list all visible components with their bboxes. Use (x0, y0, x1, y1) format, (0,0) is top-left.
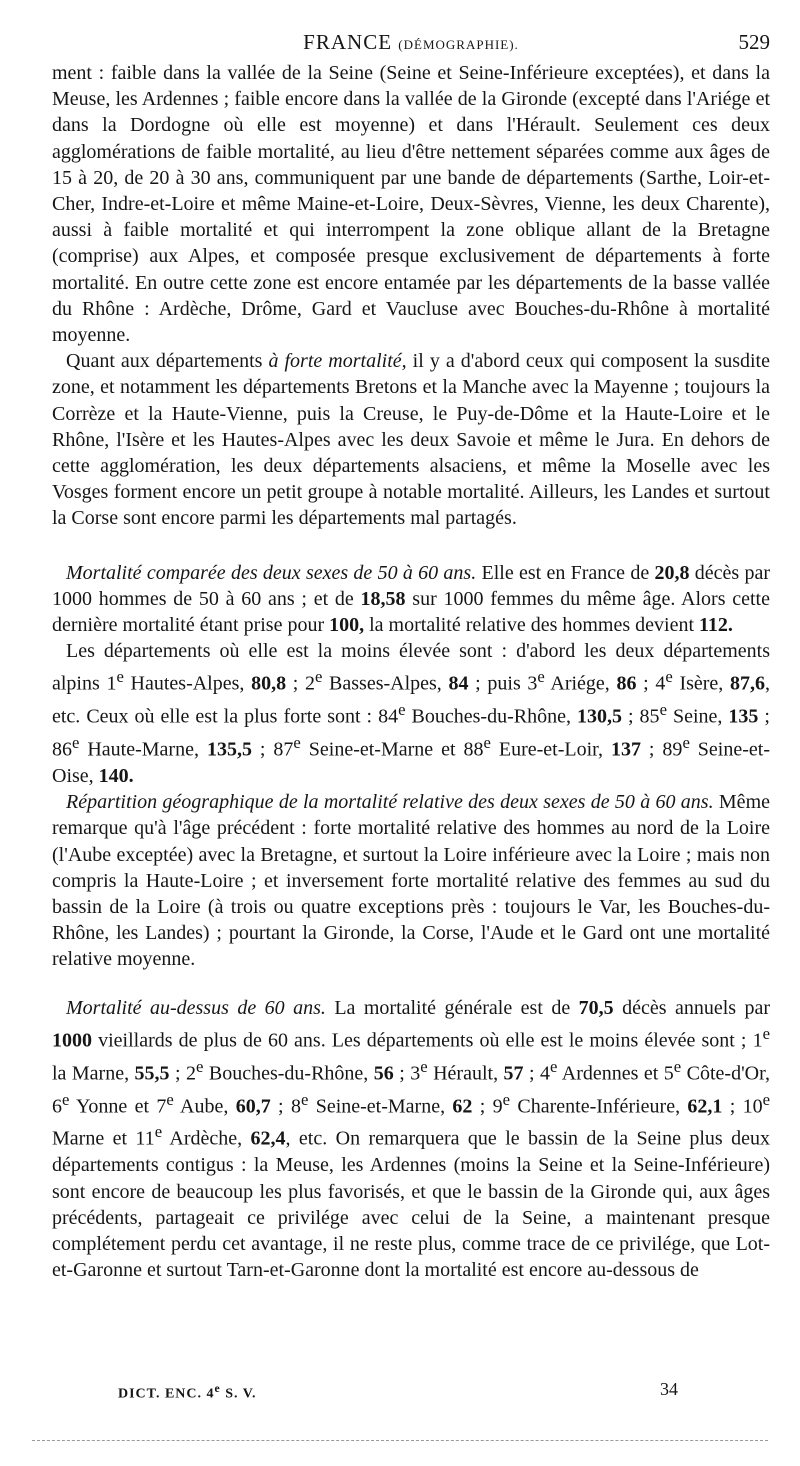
page-footer (118, 1376, 678, 1402)
section-heading-50-60: Mortalité comparée des deux sexes de 50 à 60 ans. (66, 561, 477, 584)
paragraph-5: Répartition géographique de la mortalité relative des deux sexes de 50 à 60 ans. Même remarque qu'à l'âge précédent : forte mortalité relative des hommes au nord de la Loire (l'Aube exceptée) avec la Bretagne, et surtout la Loire inférieure avec la Loire ; mais non compris la Haute-Loire ; et inversement forte mortalité relative des femmes au sud du bassin de la Loire (à trois ou quatre exceptions près : toujours le Var, les Bouches-du-Rhône, les Landes) ; pourtant la Gironde, la Corse, l'Aude et le Gard ont une mortalité relative moyenne. (52, 791, 770, 971)
section-heading-repartition: Répartition géographique de la mortalité relative des deux sexes de 50 à 60 ans. (66, 791, 714, 814)
footer-sheet-number: 34 (660, 1379, 678, 1399)
header-subtitle: (DÉMOGRAPHIE). (398, 37, 519, 52)
running-title (52, 28, 770, 59)
section-heading-over-60: Mortalité au-dessus de 60 ans. (66, 996, 326, 1019)
paragraph-3: Mortalité comparée des deux sexes de 50 à 60 ans. Elle est en France de 20,8 décès par 1000 hommes de 50 à 60 ans ; et de 18,58 sur 1000 femmes du même âge. Alors cette dernière mortalité étant prise pour 100, la mortalité relative des hommes devient 112. (52, 561, 770, 637)
bottom-dashed-rule (32, 1440, 768, 1441)
body-text (52, 60, 770, 1283)
running-header (52, 28, 770, 56)
paragraph-4: Les départements où elle est la moins élevée sont : d'abord les deux départements alpins 1e Hautes-Alpes, 80,8 ; 2e Basses-Alpes, 84 ; puis 3e Ariége, 86 ; 4e Isère, 87,6, etc. Ceux où elle est la plus forte sont : 84e Bouches-du-Rhône, 130,5 ; 85e Seine, 135 ; 86e Haute-Marne, 135,5 ; 87e Seine-et-Marne et 88e Eure-et-Loir, 137 ; 89e Seine-et-Oise, 140. (52, 640, 770, 788)
footer-signature: DICT. ENC. 4e S. V. (118, 1382, 257, 1402)
paragraph-6: Mortalité au-dessus de 60 ans. La mortalité générale est de 70,5 décès annuels par 1000 vieillards de plus de 60 ans. Les départements où elle est le moins élevée sont ; 1e la Marne, 55,5 ; 2e Bouches-du-Rhône, 56 ; 3e Hérault, 57 ; 4e Ardennes et 5e Côte-d'Or, 6e Yonne et 7e Aube, 60,7 ; 8e Seine-et-Marne, 62 ; 9e Charente-Inférieure, 62,1 ; 10e Marne et 11e Ardèche, 62,4, etc. On remarquera que le bassin de la Seine plus deux départements contigus : la Meuse, les Ardennes (moins la Seine et la Seine-Inférieure) sont encore de beaucoup les plus favorisés, et que le bassin de la Gironde qui, aux âges précédents, partageait ce privilége avec celui de la Seine, a maintenant presque complétement perdu cet avantage, il ne reste plus, comme trace de ce privilége, que Lot-et-Garonne et surtout Tarn-et-Garonne dont la mortalité est encore au-dessous de (52, 996, 771, 1282)
header-title: FRANCE (303, 30, 393, 54)
paragraph-2: Quant aux départements à forte mortalité, il y a d'abord ceux qui composent la susdite zone, et notamment les départements Bretons et la Manche avec la Mayenne ; toujours la Corrèze et la Haute-Vienne, puis la Creuse, le Puy-de-Dôme et la Haute-Loire et le Rhône, l'Isère et les Hautes-Alpes avec les deux Savoie et même le Jura. En dehors de cette agglomération, les deux départements alsaciens, et même la Moselle avec les Vosges forment encore un petit groupe à notable mortalité. Ailleurs, les Landes et surtout la Corse sont encore parmi les départements mal partagés. (52, 350, 770, 530)
paragraph-1: ment : faible dans la vallée de la Seine (Seine et Seine-Inférieure exceptées), et dans la Meuse, les Ardennes ; faible encore dans la vallée de la Gironde (excepté dans l'Ariége et dans la Dordogne où elle est moyenne) et dans l'Hérault. Seulement ces deux agglomérations de faible mortalité, au lieu d'être nettement séparées comme aux âges de 15 à 20, de 20 à 30 ans, communiquent par une bande de départements (Sarthe, Loir-et-Cher, Indre-et-Loire et même Maine-et-Loire, Deux-Sèvres, Vienne, les deux Charente), aussi à faible mortalité et qui interrompent la zone oblique allant de la Bretagne (comprise) aux Alpes, et composée presque exclusivement de départements à forte mortalité. En outre cette zone est encore entamée par les départements de la basse vallée du Rhône : Ardèche, Drôme, Gard et Vaucluse avec Bouches-du-Rhône à mortalité moyenne. (52, 62, 770, 347)
page-number: 529 (738, 30, 770, 54)
